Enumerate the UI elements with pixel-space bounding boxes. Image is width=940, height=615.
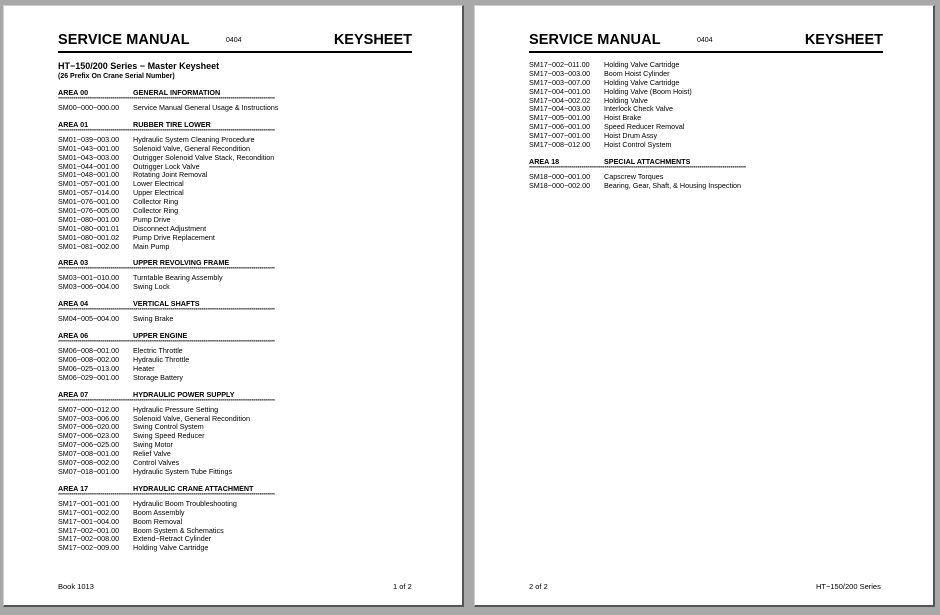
- item-description: Solenoid Valve, General Recondition: [133, 143, 250, 153]
- item-code: SM07−000−012.00: [58, 404, 120, 414]
- area-number: AREA 06: [58, 331, 89, 341]
- item-description: Solenoid Valve, General Recondition: [133, 413, 250, 423]
- item-description: Hoist Brake: [604, 113, 642, 123]
- item-code: SM01−080−001.01: [58, 223, 120, 233]
- item-description: Heater: [133, 363, 155, 373]
- page-header: [58, 32, 412, 53]
- list-item: [529, 182, 885, 191]
- item-code: SM17−001−002.00: [58, 507, 120, 517]
- header-code: 0404: [697, 37, 713, 44]
- item-code: SM17−002−001.00: [58, 525, 120, 535]
- asterisk-separator: ****************************************************************************************************************: [58, 340, 275, 347]
- item-description: Hoist Drum Assy: [604, 131, 658, 141]
- item-description: Collector Ring: [133, 206, 179, 216]
- item-description: Capscrew Torques: [604, 171, 664, 181]
- area-heading: [58, 484, 414, 493]
- item-description: Speed Reducer Removal: [604, 122, 685, 132]
- area-title: UPPER ENGINE: [133, 331, 188, 341]
- item-code: SM04−005−004.00: [58, 314, 120, 324]
- area-section: [58, 331, 414, 383]
- item-description: Disconnect Adjustment: [133, 223, 207, 233]
- item-code: SM01−057−001.00: [58, 179, 120, 189]
- document-title: HT−150/200 Series − Master Keysheet: [58, 61, 220, 71]
- document-page-1: [3, 5, 464, 607]
- header-keysheet: KEYSHEET: [333, 32, 412, 48]
- list-item: [58, 283, 414, 292]
- item-code: SM07−006−023.00: [58, 431, 120, 441]
- item-code: SM03−006−004.00: [58, 282, 120, 292]
- item-description: Boom Assembly: [133, 507, 185, 517]
- item-description: Pump Drive Replacement: [133, 232, 215, 242]
- item-description: Main Pump: [133, 241, 170, 251]
- item-description: Hydraulic System Tube Fittings: [133, 466, 233, 476]
- item-code: SM17−006−001.00: [529, 122, 591, 132]
- document-subtitle: (26 Prefix On Crane Serial Number): [58, 73, 175, 80]
- item-code: SM17−004−003.00: [529, 104, 591, 114]
- list-item: [529, 141, 885, 150]
- item-description: Holding Valve Cartridge: [133, 543, 209, 553]
- area-section: [58, 390, 414, 477]
- item-description: Hydraulic Boom Troubleshooting: [133, 498, 237, 508]
- page-content: [58, 60, 414, 560]
- item-code: SM07−006−025.00: [58, 440, 120, 450]
- item-description: Hydraulic System Cleaning Procedure: [133, 134, 255, 144]
- area-title: UPPER REVOLVING FRAME: [133, 258, 230, 268]
- item-description: Hoist Control System: [604, 140, 672, 150]
- item-description: Extend−Retract Cylinder: [133, 534, 212, 544]
- item-description: Swing Motor: [133, 440, 173, 450]
- item-code: SM18−000−001.00: [529, 171, 591, 181]
- area-section: [58, 88, 414, 113]
- asterisk-separator: ****************************************************************************************************************: [529, 165, 746, 172]
- item-code: SM18−000−002.00: [529, 180, 591, 190]
- area-title: VERTICAL SHAFTS: [133, 299, 200, 309]
- item-description: Collector Ring: [133, 197, 179, 207]
- area-heading: [58, 390, 414, 399]
- area-number: AREA 17: [58, 483, 89, 493]
- list-item: [58, 468, 414, 477]
- item-description: Relief Valve: [133, 449, 171, 459]
- item-code: SM01−076−005.00: [58, 206, 120, 216]
- area-section: [58, 120, 414, 252]
- item-description: Swing Control System: [133, 422, 204, 432]
- area-number: AREA 18: [529, 156, 560, 166]
- item-description: Boom Removal: [133, 516, 183, 526]
- item-code: SM17−002−008.00: [58, 534, 120, 544]
- footer-book: Book 1013: [58, 582, 94, 591]
- item-code: SM01−044−001.00: [58, 161, 120, 171]
- item-description: Storage Battery: [133, 372, 183, 382]
- asterisk-separator: ****************************************************************************************************************: [58, 267, 275, 274]
- area-heading: [58, 331, 414, 340]
- area-section: [58, 299, 414, 324]
- list-item: [58, 374, 414, 383]
- item-description: Electric Throttle: [133, 346, 183, 356]
- header-title: SERVICE MANUAL: [58, 32, 190, 48]
- area-heading: [529, 157, 885, 166]
- item-code: SM17−005−001.00: [529, 113, 591, 123]
- item-code: SM06−008−001.00: [58, 346, 120, 356]
- item-description: Hydraulic Pressure Setting: [133, 404, 219, 414]
- item-description: Holding Valve (Boom Hoist): [604, 86, 692, 96]
- asterisk-separator: ****************************************************************************************************************: [58, 128, 275, 135]
- item-code: SM17−007−001.00: [529, 131, 591, 141]
- item-code: SM00−000−000.00: [58, 103, 120, 112]
- item-code: SM17−004−001.00: [529, 86, 591, 96]
- area-section: [529, 157, 885, 191]
- area-section: [58, 258, 414, 292]
- area-heading: [58, 299, 414, 308]
- item-code: SM01−048−001.00: [58, 170, 120, 180]
- area-heading: [58, 258, 414, 267]
- area-section: [58, 484, 414, 553]
- item-description: Swing Lock: [133, 282, 170, 292]
- list-item: [58, 104, 414, 113]
- item-code: SM03−001−010.00: [58, 273, 120, 283]
- item-description: Boom Hoist Cylinder: [604, 68, 670, 78]
- item-code: SM17−002−011.00: [529, 60, 590, 69]
- page-content: [529, 61, 885, 198]
- item-description: Outrigger Solenoid Valve Stack, Recondition: [133, 152, 275, 162]
- item-description: Upper Electrical: [133, 188, 184, 198]
- area-list: [58, 88, 414, 553]
- item-description: Holding Valve Cartridge: [604, 77, 680, 87]
- area-title: HYDRAULIC POWER SUPPLY: [133, 389, 235, 399]
- area-title: HYDRAULIC CRANE ATTACHMENT: [133, 483, 254, 493]
- item-code: SM01−080−001.02: [58, 232, 120, 242]
- list-item: [58, 243, 414, 252]
- item-code: SM17−004−002.02: [529, 95, 591, 105]
- header-title: SERVICE MANUAL: [529, 32, 661, 48]
- item-code: SM01−039−003.00: [58, 134, 120, 144]
- item-description: Swing Brake: [133, 314, 174, 324]
- list-item: [58, 315, 414, 324]
- item-description: Rotating Joint Removal: [133, 170, 208, 180]
- item-description: Boom System & Schematics: [133, 525, 224, 535]
- area-number: AREA 01: [58, 119, 89, 129]
- item-code: SM17−003−003.00: [529, 68, 591, 78]
- item-description: Outrigger Lock Valve: [133, 161, 200, 171]
- area-title: GENERAL INFORMATION: [133, 88, 221, 97]
- item-code: SM07−006−020.00: [58, 422, 120, 432]
- header-keysheet: KEYSHEET: [804, 32, 883, 48]
- item-description: Swing Speed Reducer: [133, 431, 205, 441]
- footer-page-number: 2 of 2: [529, 582, 548, 591]
- item-code: SM06−008−002.00: [58, 355, 120, 365]
- area-title: RUBBER TIRE LOWER: [133, 119, 211, 129]
- item-code: SM06−029−001.00: [58, 372, 120, 382]
- asterisk-separator: ****************************************************************************************************************: [58, 492, 275, 499]
- asterisk-separator: ****************************************************************************************************************: [58, 97, 275, 103]
- area-list: [529, 157, 885, 191]
- footer-page-number: 1 of 2: [393, 582, 412, 591]
- area-number: AREA 04: [58, 299, 89, 309]
- item-description: Control Valves: [133, 458, 180, 468]
- area-number: AREA 03: [58, 258, 89, 268]
- footer-series: HT−150/200 Series: [816, 582, 881, 591]
- item-description: Turntable Bearing Assembly: [133, 273, 223, 283]
- item-description: Lower Electrical: [133, 179, 184, 189]
- item-description: Pump Drive: [133, 214, 171, 224]
- item-description: Holding Valve: [604, 95, 648, 105]
- continued-list: [529, 61, 885, 150]
- item-description: Holding Valve Cartridge: [604, 60, 680, 69]
- header-code: 0404: [226, 37, 242, 44]
- item-description: Hydraulic Throttle: [133, 355, 190, 365]
- area-heading: [58, 120, 414, 129]
- item-code: SM07−008−001.00: [58, 449, 120, 459]
- item-code: SM07−003−006.00: [58, 413, 120, 423]
- item-code: SM17−003−007.00: [529, 77, 591, 87]
- item-code: SM01−080−001.00: [58, 214, 120, 224]
- area-title: SPECIAL ATTACHMENTS: [604, 156, 691, 166]
- item-code: SM17−008−012.00: [529, 140, 591, 150]
- item-code: SM01−057−014.00: [58, 188, 120, 198]
- item-code: SM17−001−004.00: [58, 516, 120, 526]
- item-code: SM01−081−002.00: [58, 241, 120, 251]
- item-code: SM17−001−001.00: [58, 498, 120, 508]
- item-code: SM07−008−002.00: [58, 458, 120, 468]
- area-heading: [58, 88, 414, 97]
- item-description: Interlock Check Valve: [604, 104, 673, 114]
- item-code: SM07−018−001.00: [58, 466, 120, 476]
- item-description: Service Manual General Usage & Instructions: [133, 103, 279, 112]
- area-number: AREA 00: [58, 88, 89, 97]
- list-item: [58, 544, 414, 553]
- item-code: SM01−043−003.00: [58, 152, 120, 162]
- page-header: [529, 32, 883, 53]
- asterisk-separator: ****************************************************************************************************************: [58, 398, 275, 405]
- item-code: SM01−043−001.00: [58, 143, 120, 153]
- item-code: SM01−076−001.00: [58, 197, 120, 207]
- item-description: Bearing, Gear, Shaft, & Housing Inspection: [604, 180, 742, 190]
- item-code: SM17−002−009.00: [58, 543, 120, 553]
- asterisk-separator: ****************************************************************************************************************: [58, 308, 275, 315]
- document-page-2: [474, 5, 935, 607]
- item-code: SM06−025−013.00: [58, 363, 120, 373]
- area-number: AREA 07: [58, 389, 89, 399]
